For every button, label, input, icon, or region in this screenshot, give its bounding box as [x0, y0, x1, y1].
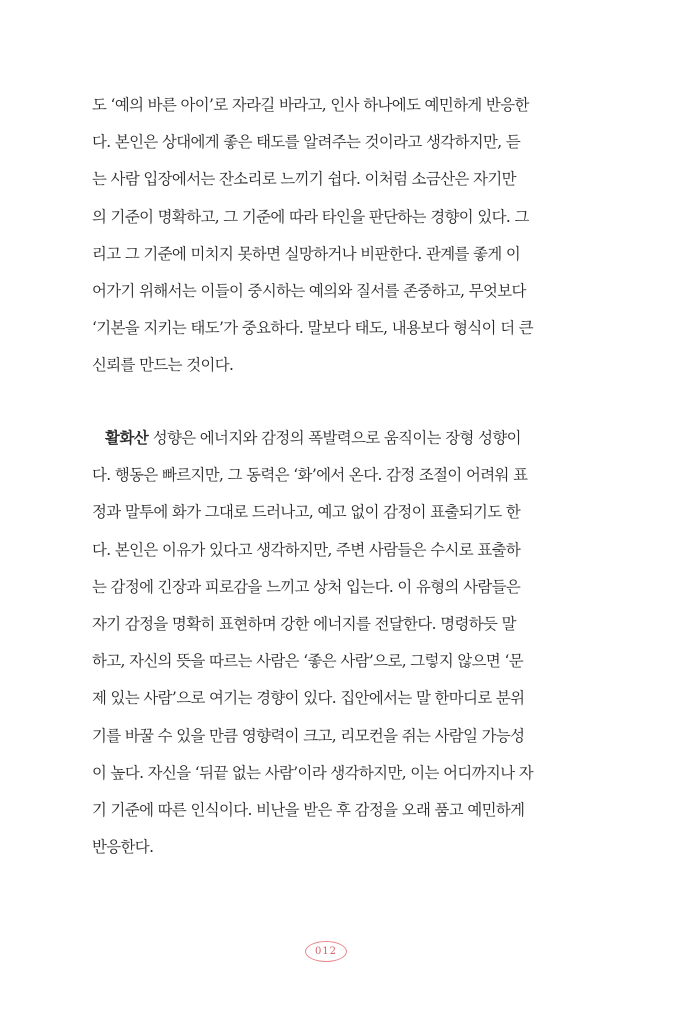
- text-line: 어가기 위해서는 이들이 중시하는 예의와 질서를 존중하고, 무엇보다: [92, 281, 526, 300]
- text-line: 이 높다. 자신을 ‘뒤끝 없는 사람’이라 생각하지만, 이는 어디까지나 자: [92, 763, 534, 782]
- first-line-text: 성향은 에너지와 감정의 폭발력으로 움직이는 장형 성향이: [148, 429, 521, 447]
- text-line: 는 사람 입장에서는 잔소리로 느끼기 쉽다. 이처럼 소금산은 자기만: [92, 170, 516, 189]
- text-line: 다. 행동은 빠르지만, 그 동력은 ‘화’에서 온다. 감정 조절이 어려워 표: [92, 466, 528, 485]
- text-line: ‘기본을 지키는 태도’가 중요하다. 말보다 태도, 내용보다 형식이 더 큰: [92, 319, 534, 338]
- text-line: 신뢰를 만드는 것이다.: [92, 356, 234, 375]
- text-line: 정과 말투에 화가 그대로 드러나고, 예고 없이 감정이 표출되기도 한: [92, 503, 521, 522]
- text-line: 하고, 자신의 뜻을 따르는 사람은 ‘좋은 사람’으로, 그렇지 않으면 ‘문: [92, 652, 524, 671]
- text-line-first: [92, 420, 572, 457]
- text-line: 는 감정에 긴장과 피로감을 느끼고 상처 입는다. 이 유형의 사람들은: [92, 577, 521, 596]
- paragraph-1: [92, 87, 572, 385]
- paragraph-2: [92, 420, 572, 866]
- text-line: 의 기준이 명확하고, 그 기준에 따라 타인을 판단하는 경향이 있다. 그: [92, 207, 529, 226]
- text-line: 제 있는 사람’으로 여기는 경향이 있다. 집안에서는 말 한마디로 분위: [92, 689, 525, 708]
- text-line: 반응한다.: [92, 838, 154, 857]
- text-line: 다. 본인은 이유가 있다고 생각하지만, 주변 사람들은 수시로 표출하: [92, 540, 521, 559]
- text-line: 도 ‘예의 바른 아이’로 자라길 바라고, 인사 하나에도 예민하게 반응한: [92, 96, 529, 114]
- text-line: 기를 바꿀 수 있을 만큼 영향력이 크고, 리모컨을 쥐는 사람일 가능성: [92, 726, 525, 745]
- page-number: 012: [305, 941, 347, 962]
- text-line: 기 기준에 따른 인식이다. 비난을 받은 후 감정을 오래 품고 예민하게: [92, 800, 525, 819]
- paragraph-lead-term: 활화산: [105, 429, 149, 447]
- text-line: 리고 그 기준에 미치지 못하면 실망하거나 비판한다. 관계를 좋게 이: [92, 244, 521, 263]
- text-line: 자기 감정을 명확히 표현하며 강한 에너지를 전달한다. 명령하듯 말: [92, 614, 516, 633]
- text-line: 다. 본인은 상대에게 좋은 태도를 알려주는 것이라고 생각하지만, 듣: [92, 133, 521, 152]
